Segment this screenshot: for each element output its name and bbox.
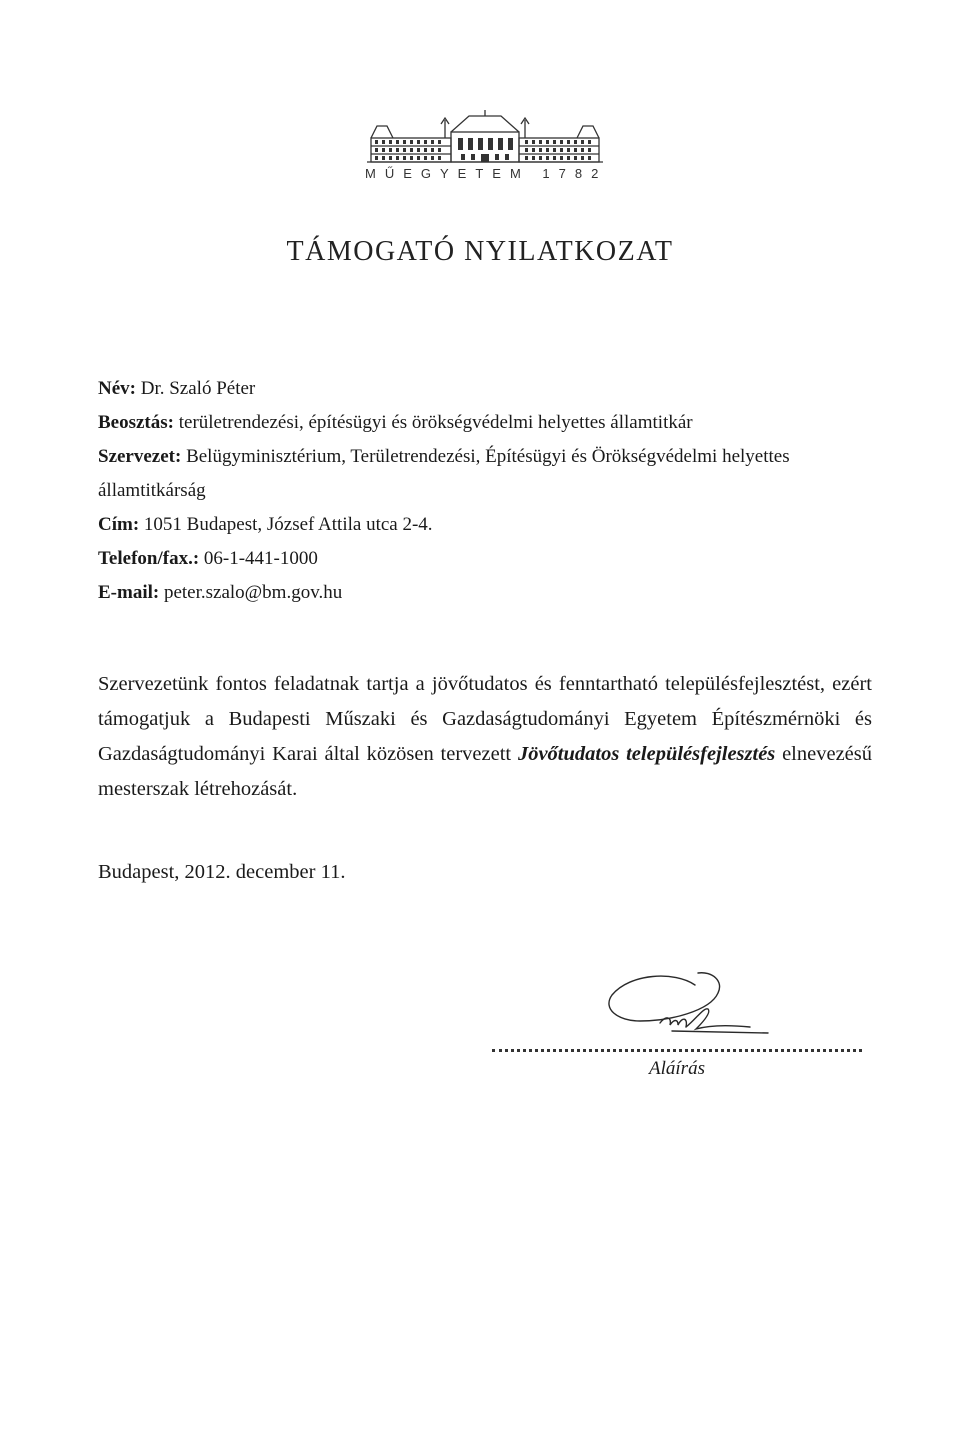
handwritten-signature-icon	[600, 963, 770, 1053]
document-title: TÁMOGATÓ NYILATKOZAT	[286, 236, 674, 267]
address-row	[98, 508, 888, 542]
organization-value: Belügyminisztérium, Területrendezési, Építésügyi és Örökségvédelmi helyettes államtitkárság	[98, 446, 790, 501]
logo-caption: MŰEGYETEM 1782	[365, 166, 608, 181]
name-label: Név:	[98, 378, 136, 399]
statement-paragraph	[98, 667, 872, 807]
contact-info	[98, 372, 888, 610]
program-name: Jövőtudatos településfejlesztés	[517, 743, 776, 765]
email-value: peter.szalo@bm.gov.hu	[163, 582, 343, 603]
signature	[600, 963, 770, 1053]
position-value: területrendezési, építésügyi és örökségvédelmi helyettes államtitkár	[178, 412, 693, 433]
name-value: Dr. Szaló Péter	[140, 378, 256, 399]
university-building-icon	[365, 110, 605, 166]
email-label: E-mail:	[98, 582, 160, 603]
phone-row	[98, 542, 888, 576]
signature-line	[492, 1049, 862, 1052]
statement-text-before: Szervezetünk fontos feladatnak tartja a jövőtudatos és fenntartható településfejlesztést, ezért támogatjuk a Budapesti Műszaki és Gazdaságtudományi Egyetem Építészmérnöki és Gazdaságtudományi Karai által közösen tervezett	[98, 673, 872, 765]
position-row	[98, 406, 888, 440]
university-logo	[365, 110, 608, 205]
email-row	[98, 576, 888, 610]
address-value: 1051 Budapest, József Attila utca 2-4.	[143, 514, 433, 535]
signature-caption: Aláírás	[649, 1058, 705, 1079]
address-label: Cím:	[98, 514, 140, 535]
name-row	[98, 372, 888, 406]
place-date: Budapest, 2012. december 11.	[98, 861, 346, 883]
organization-row	[98, 440, 888, 508]
organization-label: Szervezet:	[98, 446, 182, 467]
phone-value: 06-1-441-1000	[203, 548, 318, 569]
statement-text-after: elnevezésű mesterszak létrehozását.	[98, 743, 872, 800]
phone-label: Telefon/fax.:	[98, 548, 200, 569]
position-label: Beosztás:	[98, 412, 174, 433]
